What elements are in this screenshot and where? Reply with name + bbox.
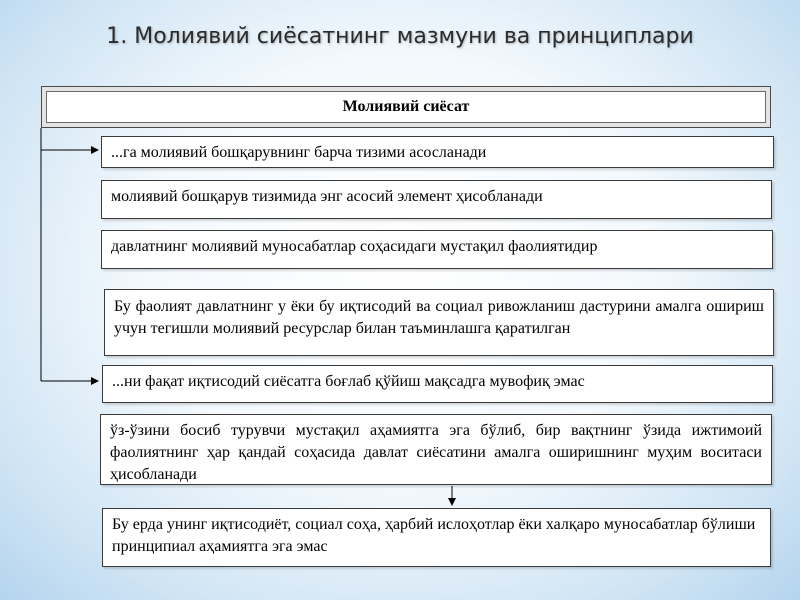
box-1: ...га молиявий бошқарувнинг барча тизими асосланади xyxy=(101,136,774,168)
box-2: молиявий бошқарув тизимида энг асосий элемент ҳисобланади xyxy=(101,180,772,219)
header-box xyxy=(41,86,771,128)
box-6: ўз-ўзини босиб турувчи мустақил аҳамиятга эга бўлиб, бир вақтнинг ўзида ижтимоий фаолиятнинг ҳар қандай соҳасида давлат сиёсатини амалга оширишнинг муҳим воситаси ҳисобланади xyxy=(100,414,772,485)
box-3: давлатнинг молиявий муносабатлар соҳасидаги мустақил фаолиятидир xyxy=(101,230,773,269)
box-4: Бу фаолият давлатнинг у ёки бу иқтисодий ва социал ривожланиш дастурини амалга ошириш учун тегишли молиявий ресурслар билан таъминлашга қаратилган xyxy=(104,289,774,356)
header-label: Молиявий сиёсат xyxy=(46,91,766,123)
box-7: Бу ерда унинг иқтисодиёт, социал соҳа, ҳарбий ислоҳотлар ёки халқаро муносабатлар бўлиши принципиал аҳамиятга эга эмас xyxy=(102,508,771,567)
slide-title: 1. Молиявий сиёсатнинг мазмуни ва принциплари xyxy=(106,24,694,49)
box-5: ...ни фақат иқтисодий сиёсатга боғлаб қўйиш мақсадга мувофиқ эмас xyxy=(102,365,773,403)
